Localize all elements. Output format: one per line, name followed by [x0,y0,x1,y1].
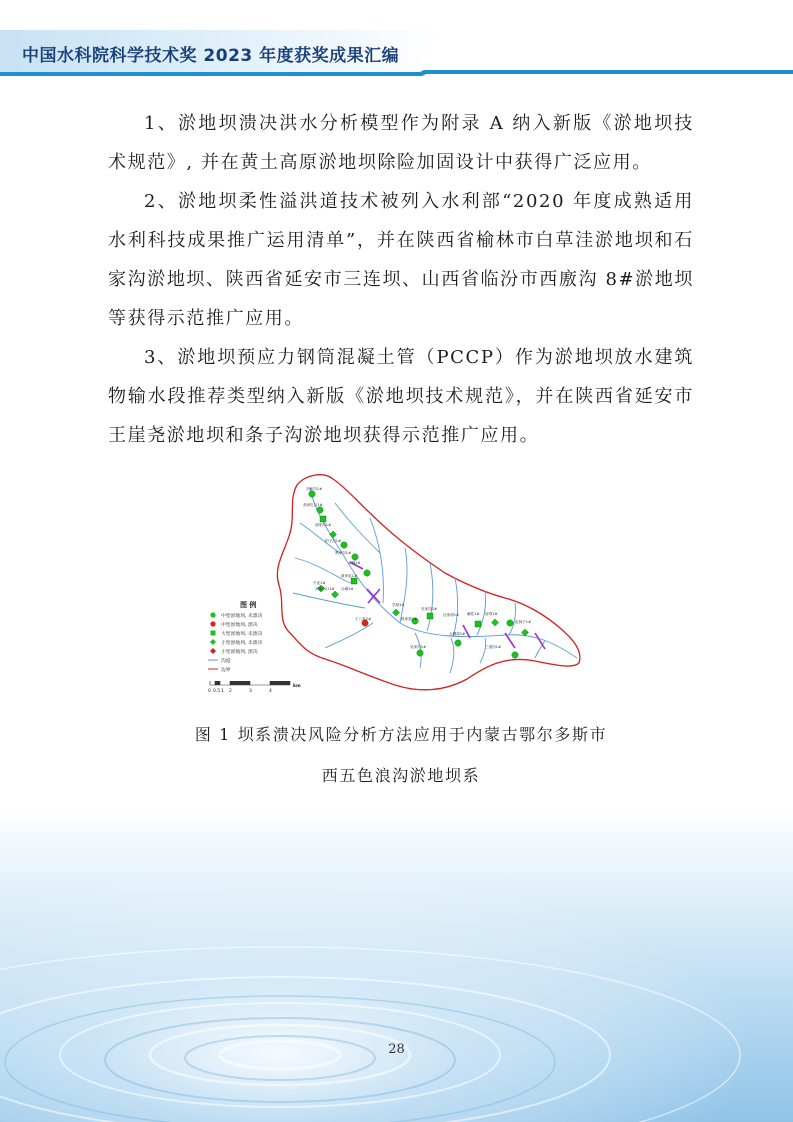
dam-label: 吴家沟1# [410,645,427,649]
scale-bar [208,681,301,694]
scale-tick-label: 0.5 [213,689,221,694]
legend-icon-small-breached [210,648,216,654]
scale-tick-label: 0 [208,689,211,694]
dam-medium-intact [317,507,323,513]
dam-medium-intact [352,554,358,560]
legend-label: 沟道 [221,659,231,664]
legend-label: 小型淤地坝, 溃决 [221,650,258,655]
page-header-title: 中国水科院科学技术奖 2023 年度获奖成果汇编 [22,46,400,66]
dam-label: 刘家沟1# [306,487,323,491]
dam-label: 阎家沟1# [315,523,332,527]
dam-label: 段家梁1# [401,617,418,621]
dam-label: 吴家沟2# [421,607,438,611]
dam-label: 三道沟1# [485,645,502,649]
dam-label: 沈家湾1# [443,613,460,617]
legend-label: 中型淤地坝, 溃决 [221,623,258,628]
dam-large-intact [320,516,326,522]
page-number: 28 [388,1042,405,1057]
paragraph-2: 2、淤地坝柔性溢洪道技术被列入水利部“2020 年度成熟适用水利科技成果推广运用清单”，并在陕西省榆林市白草洼淤地坝和石家沟淤地坝、陕西省延安市三连坝、山西省临汾市西廒沟 8#淤地坝等获得示范推广应用。 [108,191,694,329]
dam-label: 沙壕1# [341,587,354,591]
dam-system-map [205,463,590,700]
map-legend [208,600,263,673]
figure-caption-line-1: 图 1 坝系溃决风险分析方法应用于内蒙古鄂尔多斯市 [194,725,608,744]
dam-small-intact [332,591,339,598]
dam-label: 大柳湾1# [449,632,466,636]
dam-label: 天花1# [313,581,326,585]
legend-label: 小型淤地坝, 未溃决 [221,641,263,646]
dam-medium-intact [512,652,518,658]
legend-icon-medium-breached [210,621,215,626]
legend-title: 图 例 [240,601,257,609]
paragraph-3: 3、淤地坝预应力钢筒混凝土管（PCCP）作为淤地坝放水建筑物输水段推荐类型纳入新版《淤地坝技术规范》，并在陕西省延安市王崖尧淤地坝和条子沟淤地坝获得示范推广应用。 [108,347,694,446]
legend-label: 大型淤地坝, 未溃决 [221,632,263,637]
dam-label: 王八条2# [355,617,372,621]
legend-label: 中型淤地坝, 未溃决 [221,614,263,619]
scale-tick-label: 3 [249,689,252,694]
dam-label: 乱林子1# [515,620,532,624]
dam-medium-intact [341,542,347,548]
scale-unit: km [293,684,301,689]
dam-label: 刘家沟口1# [315,587,335,591]
dam-label: 柏子沟1# [325,539,342,543]
dam-labels [303,486,531,649]
dam-small-intact [393,609,400,616]
dam-label: 学校1# [392,603,405,607]
dam-medium-intact [309,491,315,497]
dam-label: 黄家渠1# [341,574,358,578]
figure-caption-line-2: 西五色浪沟淤地坝系 [321,766,481,785]
dam-small-intact [492,619,499,626]
dam-large-intact [475,621,481,627]
dam-label: 前塔1# [485,612,498,616]
header-rule [0,70,793,76]
dam-large-intact [351,578,357,584]
dam-label: 碱性1# [467,612,480,616]
paragraph-1: 1、淤地坝溃决洪水分析模型作为附录 A 纳入新版《淤地坝技术规范》, 并在黄土高原淤地坝除险加固设计中获得广泛应用。 [108,113,694,173]
water-ripple-background [0,810,793,1122]
dam-label: 黑家沟1# [335,551,352,555]
legend-icon-small-intact [210,639,216,645]
legend-label: 边界 [221,668,231,673]
scale-tick-label: 1 [221,689,224,694]
dam-label: 高家圪旦1# [303,503,323,507]
scale-tick-label: 4 [269,689,272,694]
scale-tick-label: 2 [229,689,232,694]
dam-large-intact [427,613,433,619]
dam-small-intact [330,531,337,538]
legend-icon-medium-intact [210,612,215,617]
legend-icon-large-intact [211,631,216,636]
dam-medium-intact [364,570,370,576]
dam-label: 大湾1# [348,561,361,565]
dam-medium-intact [455,640,461,646]
dam-medium-intact [507,620,513,626]
river-network [293,488,577,673]
dam-medium-intact [417,650,423,656]
